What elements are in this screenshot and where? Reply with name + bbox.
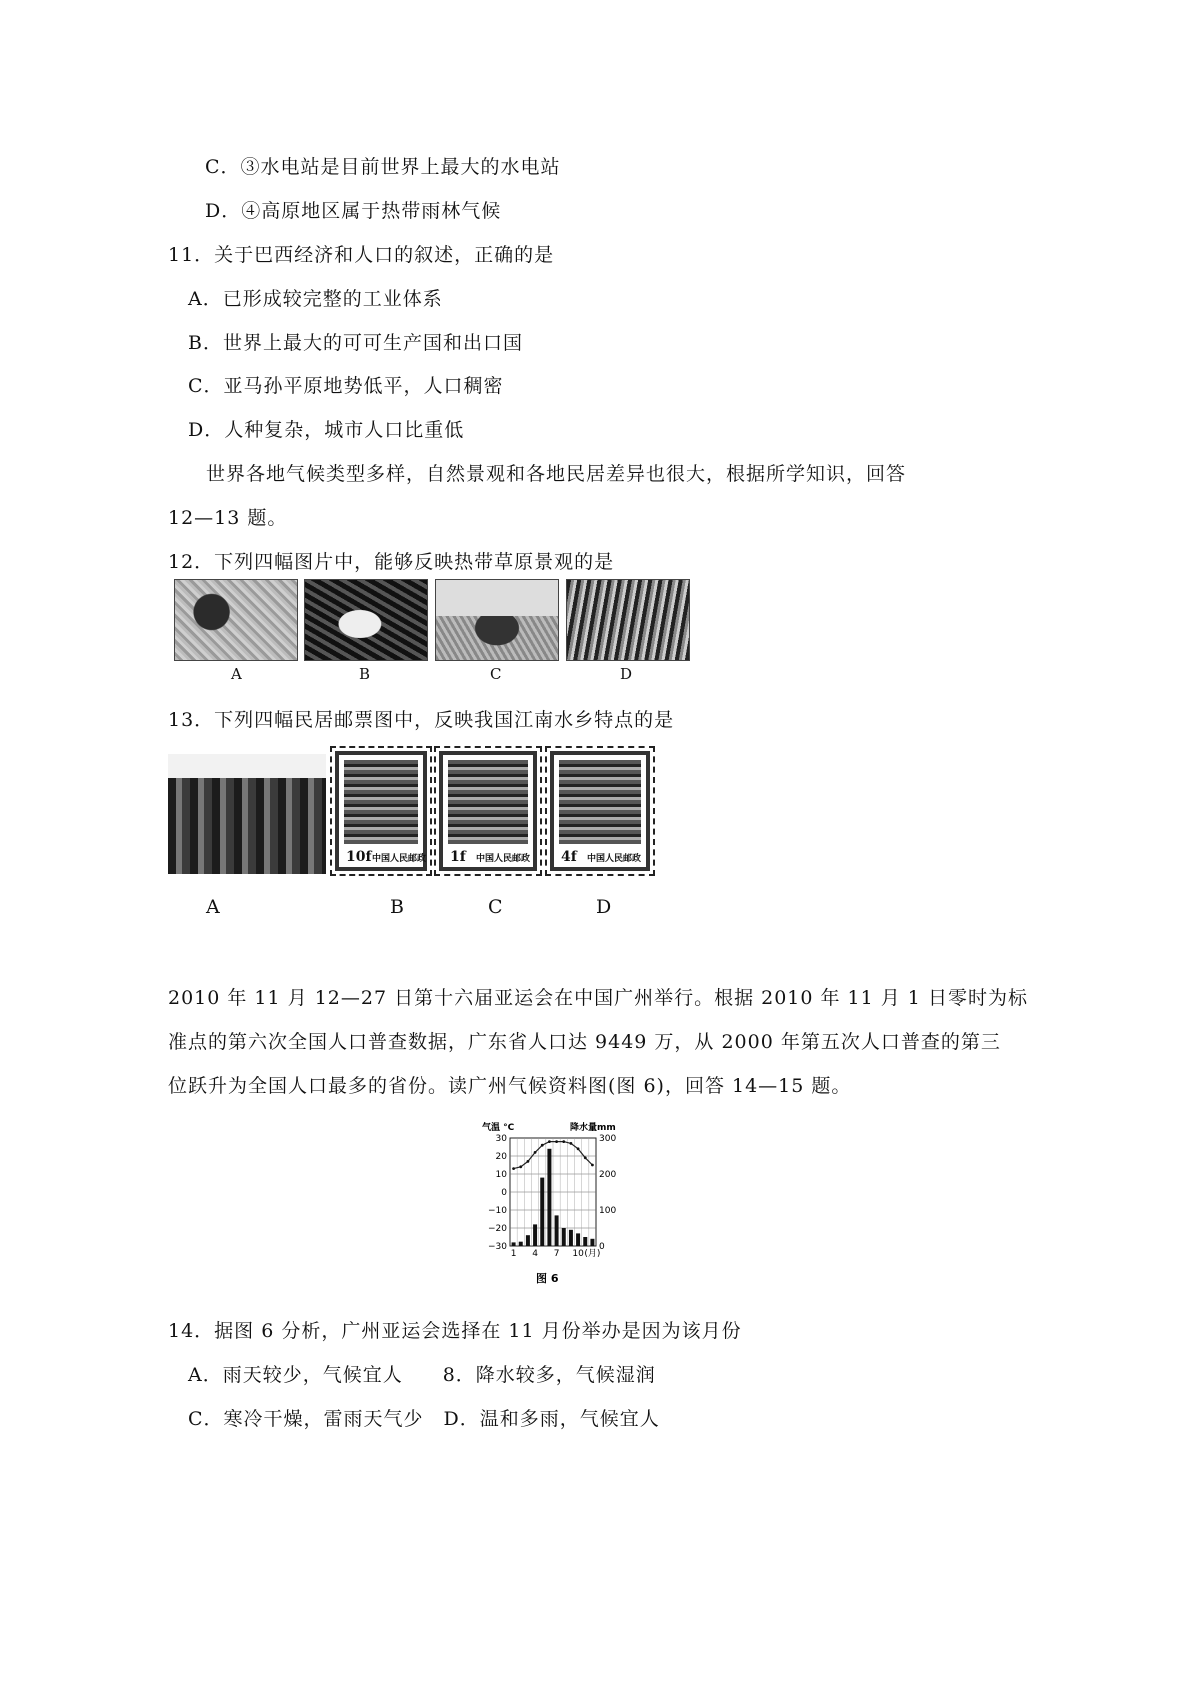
q11-option-b: B．世界上最大的可可生产国和出口国 — [188, 332, 523, 354]
q13-stamp-a[interactable] — [168, 754, 326, 874]
guangzhou-climate-chart — [478, 1120, 628, 1290]
q13-stamp-c[interactable] — [434, 746, 542, 876]
option-c-line: C．③水电站是目前世界上最大的水电站 — [205, 156, 561, 178]
q12-photo-panda[interactable] — [304, 579, 428, 661]
passage-line-3: 位跃升为全国人口最多的省份。读广州气候资料图(图 6)，回答 14—15 题。 — [168, 1075, 852, 1097]
q13-label-b: B — [390, 896, 405, 918]
precip-bar-month-7 — [555, 1215, 559, 1246]
temp-point-month-5 — [541, 1144, 544, 1147]
stamp-c-post-text: 中国人民邮政 — [476, 854, 531, 864]
chart-caption: 图 6 — [536, 1272, 559, 1285]
intro-line-2: 12—13 题。 — [168, 507, 288, 529]
x-tick-label: 7 — [553, 1249, 560, 1259]
q12-photo-yak[interactable] — [174, 579, 298, 661]
stamp-d-post-text: 中国人民邮政 — [587, 854, 642, 864]
temp-point-month-3 — [527, 1160, 530, 1163]
passage-line-1: 2010 年 11 月 12—27 日第十六届亚运会在中国广州举行。根据 2010 年 11 月 1 日零时为标 — [168, 987, 1028, 1009]
question-12: 12．下列四幅图片中，能够反映热带草原景观的是 — [168, 551, 615, 573]
right-tick-label: 100 — [599, 1206, 617, 1216]
stamp-b-post-text: 中国人民邮政 — [372, 854, 427, 864]
temp-point-month-4 — [534, 1151, 537, 1154]
chart-left-axis-label: 气温 °C — [482, 1123, 515, 1133]
left-tick-label: 20 — [495, 1152, 507, 1162]
question-13: 13．下列四幅民居邮票图中，反映我国江南水乡特点的是 — [168, 709, 675, 731]
precip-bar-month-9 — [569, 1230, 573, 1246]
q13-label-c: C — [488, 896, 504, 918]
question-11: 11．关于巴西经济和人口的叙述，正确的是 — [168, 244, 555, 266]
temp-point-month-12 — [591, 1164, 594, 1167]
q12-label-a: A — [231, 665, 242, 683]
left-tick-label: 0 — [501, 1188, 507, 1198]
left-tick-label: −10 — [488, 1206, 507, 1216]
passage-line-2: 准点的第六次全国人口普查数据，广东省人口达 9449 万，从 2000 年第五次人口普查的第三 — [168, 1031, 1001, 1053]
precip-bar-month-5 — [540, 1178, 544, 1246]
precip-bar-month-8 — [562, 1228, 566, 1246]
x-tick-label: 10 — [572, 1249, 584, 1259]
q11-option-c: C．亚马孙平原地势低平，人口稠密 — [188, 375, 504, 397]
precip-bar-month-1 — [512, 1242, 516, 1246]
q11-option-a: A．已形成较完整的工业体系 — [188, 288, 443, 310]
option-d-line: D．④高原地区属于热带雨林气候 — [205, 200, 502, 222]
stamp-d-value: 4f — [561, 849, 577, 865]
q13-stamp-d[interactable] — [545, 746, 655, 876]
left-tick-label: −30 — [488, 1242, 507, 1252]
temp-point-month-7 — [555, 1140, 558, 1143]
q12-photo-tiger[interactable] — [566, 579, 690, 661]
stamp-b-value: 10f — [346, 849, 372, 865]
temp-point-month-9 — [570, 1142, 573, 1145]
q12-label-d: D — [620, 665, 633, 683]
precip-bar-month-11 — [583, 1237, 587, 1246]
temp-point-month-8 — [562, 1140, 565, 1143]
chart-right-axis-label: 降水量mm — [570, 1123, 616, 1133]
q13-label-d: D — [596, 896, 613, 918]
q13-stamp-b[interactable] — [330, 746, 432, 876]
q12-label-c: C — [490, 665, 502, 683]
right-tick-label: 200 — [599, 1170, 617, 1180]
q12-photo-elephant[interactable] — [435, 579, 559, 661]
q14-options-ab: A．雨天较少，气候宜人 8．降水较多，气候湿润 — [188, 1364, 656, 1386]
precip-bar-month-10 — [576, 1233, 580, 1246]
x-unit-label: (月) — [584, 1249, 601, 1259]
temp-point-month-10 — [577, 1147, 580, 1150]
right-tick-label: 0 — [599, 1242, 605, 1252]
temp-point-month-2 — [519, 1165, 522, 1168]
precip-bar-month-3 — [526, 1235, 530, 1246]
temp-point-month-1 — [512, 1167, 515, 1170]
left-tick-label: 10 — [495, 1170, 507, 1180]
precip-bar-month-2 — [519, 1242, 523, 1246]
right-tick-label: 300 — [599, 1134, 617, 1144]
stamp-c-value: 1f — [450, 849, 466, 865]
question-14: 14．据图 6 分析，广州亚运会选择在 11 月份举办是因为该月份 — [168, 1320, 742, 1342]
intro-line-1: 世界各地气候类型多样，自然景观和各地民居差异也很大，根据所学知识，回答 — [206, 463, 907, 485]
x-tick-label: 1 — [510, 1249, 517, 1259]
q13-label-a: A — [206, 896, 221, 918]
precip-bar-month-12 — [590, 1239, 594, 1246]
precip-bar-month-6 — [547, 1149, 551, 1246]
left-tick-label: −20 — [488, 1224, 507, 1234]
temp-point-month-6 — [548, 1140, 551, 1143]
temp-point-month-11 — [584, 1156, 587, 1159]
q11-option-d: D．人种复杂，城市人口比重低 — [188, 419, 465, 441]
q12-label-b: B — [359, 665, 371, 683]
left-tick-label: 30 — [495, 1134, 507, 1144]
x-tick-label: 4 — [532, 1249, 538, 1259]
q14-options-cd: C．寒冷干燥，雷雨天气少 D．温和多雨，气候宜人 — [188, 1408, 660, 1430]
precip-bar-month-4 — [533, 1224, 537, 1246]
